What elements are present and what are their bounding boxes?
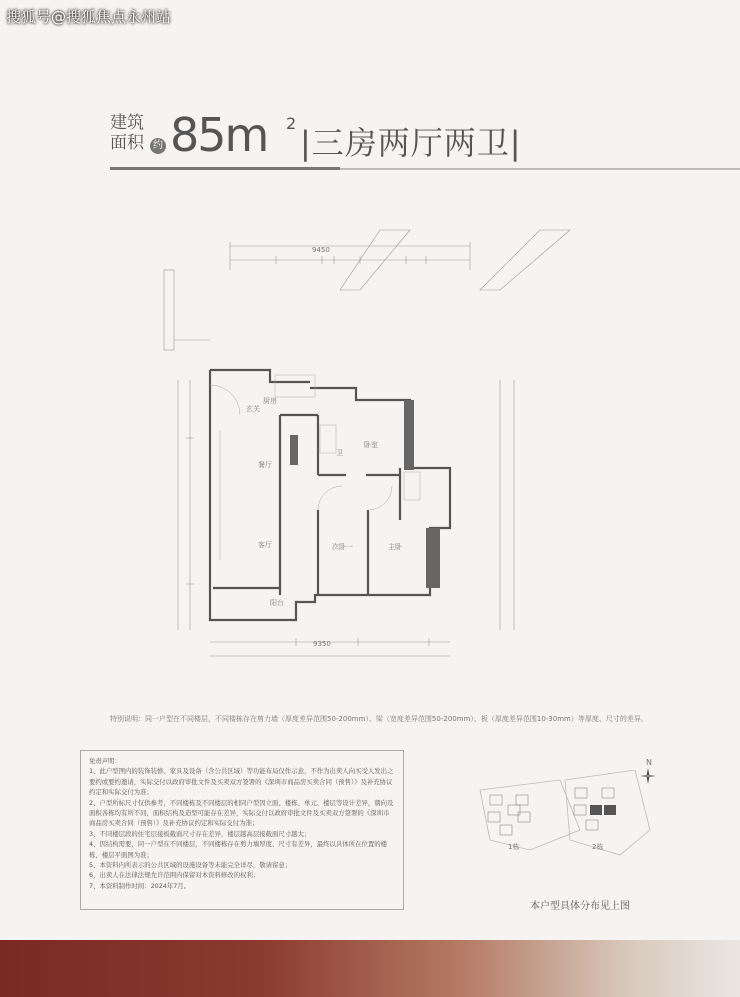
approx-badge: 约 [150,138,166,154]
area-label-2: 面积 [110,133,144,153]
disclaimer-line: 5、本资料内所表示的公共区域的设施设备等未能完全详尽，敬请留意； [89,861,292,870]
page-title [110,108,740,168]
room-master: 主卧 [388,543,402,551]
bottom-band [0,940,740,997]
disclaimer-line: 7、本资料制作时间：2024年7月。 [89,881,191,890]
area-value: 85m [170,108,268,162]
disclaimer-line: 6、出卖人在法律法规允许范围内保留对本资料修改的权利； [89,871,260,880]
watermark: 搜狐号@搜狐焦点永州站 [6,8,172,26]
room-entry: 玄关 [246,405,260,413]
title-divider-accent [110,167,340,170]
building-2-label: 2栋 [592,843,604,851]
special-note: 特别说明：同一户型在不同楼层，不同楼栋存在剪力墙（厚度差异范围50-200mm）、梁（宽度差异范围50-200mm）、板（厚度差异范围10-30mm）等厚度、尺寸的差异。 [110,715,648,723]
building-1-label: 1栋 [508,843,520,851]
distribution-label: 本户型具体分布见上图 [530,901,630,912]
area-unit-sup: 2 [286,114,297,133]
dim-top-total: 9450 [312,246,330,254]
room-bedroom: 卧室 [364,441,378,449]
unit-type: |三房两厅两卫| [300,124,522,162]
north-label: N [646,758,652,767]
disclaimer-line: 1、此户型图内的装饰装修、家具及设备（含公共区域）等功能布局仅作示意，不作为出卖人向买受人发出之要约或要约邀请，实际交付以政府审批文件及买卖双方签署的《深圳市商品房买卖合同（预售）》及补充协议约定和实际交付为准； [89,767,394,797]
disclaimer-box [80,750,404,910]
dim-bottom-total: 9350 [313,640,331,648]
disclaimer-line: 2、户型所标尺寸仅供参考，不同楼栋及不同楼层的相同户型因立面、楼栋、单元、楼层等设计差异，朝向及面积各栋均有所不同，面积结构及造型可能存在差异，实际交付以政府审批文件及买卖双方签署的《深圳市商品房买卖合同（预售）》及补充协议约定和实际交付为准； [89,798,394,828]
disclaimer-line: 免责声明： [89,757,121,765]
disclaimer-line: 3、不同楼层段的住宅层接板截面尺寸存在差异，楼层越高层接截面尺寸越大； [89,829,311,838]
room-kitchen: 厨房 [263,397,277,405]
room-dining: 餐厅 [258,461,272,469]
area-label-1: 建筑 [110,113,144,133]
disclaimer-line: 4、因结构需要，同一户型在不同楼层，不同楼栋存在剪力墙厚度、尺寸有差异，最终以具体所在位置的楼栋，楼层平面图为准； [89,840,388,859]
room-second: 次卧一 [332,543,353,551]
compass-icon [640,768,656,784]
floor-plan [150,210,620,680]
room-balcony: 阳台 [270,599,284,607]
room-bath: 卫 [336,449,343,457]
site-map [470,770,660,880]
room-living: 客厅 [258,541,272,549]
